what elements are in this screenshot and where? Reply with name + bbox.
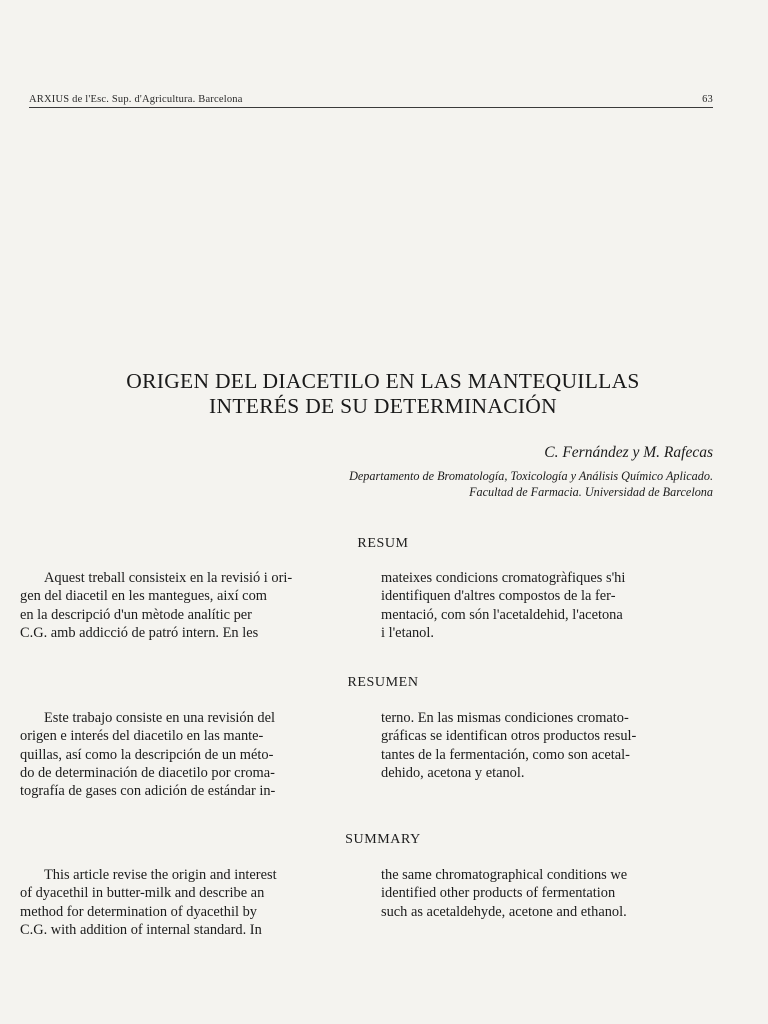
affiliation <box>349 468 713 500</box>
section-heading-resum: RESUM <box>357 536 409 551</box>
text-line: This article revise the origin and interest <box>44 867 277 883</box>
text-line: C.G. with addition of internal standard. In <box>20 921 262 938</box>
text-line: tografía de gases con adición de estándar in- <box>20 783 276 800</box>
resum-left-column <box>20 569 357 642</box>
resumen-right-column <box>381 709 718 782</box>
text-line: origen e interés del diacetilo en las mante- <box>20 728 264 745</box>
title-line-1: ORIGEN DEL DIACETILO EN LAS MANTEQUILLAS <box>126 369 640 393</box>
resum-right-column <box>381 569 718 642</box>
article-title <box>29 369 737 419</box>
text-line: identifiquen d'altres compostos de la fer- <box>381 588 616 605</box>
text-line: identified other products of fermentation <box>381 885 616 902</box>
header-rule <box>29 107 713 108</box>
text-line: gráficas se identifican otros productos resul- <box>381 728 637 745</box>
text-line: C.G. amb addicció de patró intern. En les <box>20 624 259 641</box>
text-line: mentació, com són l'acetaldehid, l'acetona <box>381 606 623 623</box>
text-line: method for determination of dyacethil by <box>20 903 257 920</box>
text-line: mateixes condicions cromatogràfiques s'hi <box>381 570 626 586</box>
running-head <box>29 94 713 108</box>
text-line: such as acetaldehyde, acetone and ethanol. <box>381 903 627 920</box>
text-line: Este trabajo consiste en una revisión del <box>44 710 275 726</box>
journal-name: ARXIUS de l'Esc. Sup. d'Agricultura. Barcelona <box>29 94 243 105</box>
text-line: Aquest treball consisteix en la revisió i ori- <box>44 570 293 586</box>
text-line: dehido, acetona y etanol. <box>381 764 525 781</box>
affiliation-line-1: Departamento de Bromatología, Toxicología y Análisis Químico Aplicado. <box>349 469 713 483</box>
text-line: quillas, así como la descripción de un méto- <box>20 746 274 763</box>
summary-left-column <box>20 866 357 939</box>
text-line: the same chromatographical conditions we <box>381 867 628 883</box>
title-line-2: INTERÉS DE SU DETERMINACIÓN <box>209 394 557 418</box>
resumen-left-column <box>20 709 357 800</box>
text-line: i l'etanol. <box>381 624 434 641</box>
authors: C. Fernández y M. Rafecas <box>544 444 713 461</box>
text-line: do de determinación de diacetilo por croma- <box>20 764 275 781</box>
section-heading-resumen: RESUMEN <box>347 675 419 690</box>
section-heading-summary: SUMMARY <box>345 832 421 847</box>
text-line: terno. En las mismas condiciones cromato- <box>381 710 629 726</box>
text-line: of dyacethil in butter-milk and describe an <box>20 885 265 902</box>
summary-right-column <box>381 866 718 921</box>
page-number: 63 <box>702 94 713 105</box>
text-line: gen del diacetil en les mantegues, així com <box>20 588 267 605</box>
text-line: tantes de la fermentación, como son acetal- <box>381 746 630 763</box>
affiliation-line-2: Facultad de Farmacia. Universidad de Barcelona <box>469 485 713 499</box>
text-line: en la descripció d'un mètode analític per <box>20 606 252 623</box>
